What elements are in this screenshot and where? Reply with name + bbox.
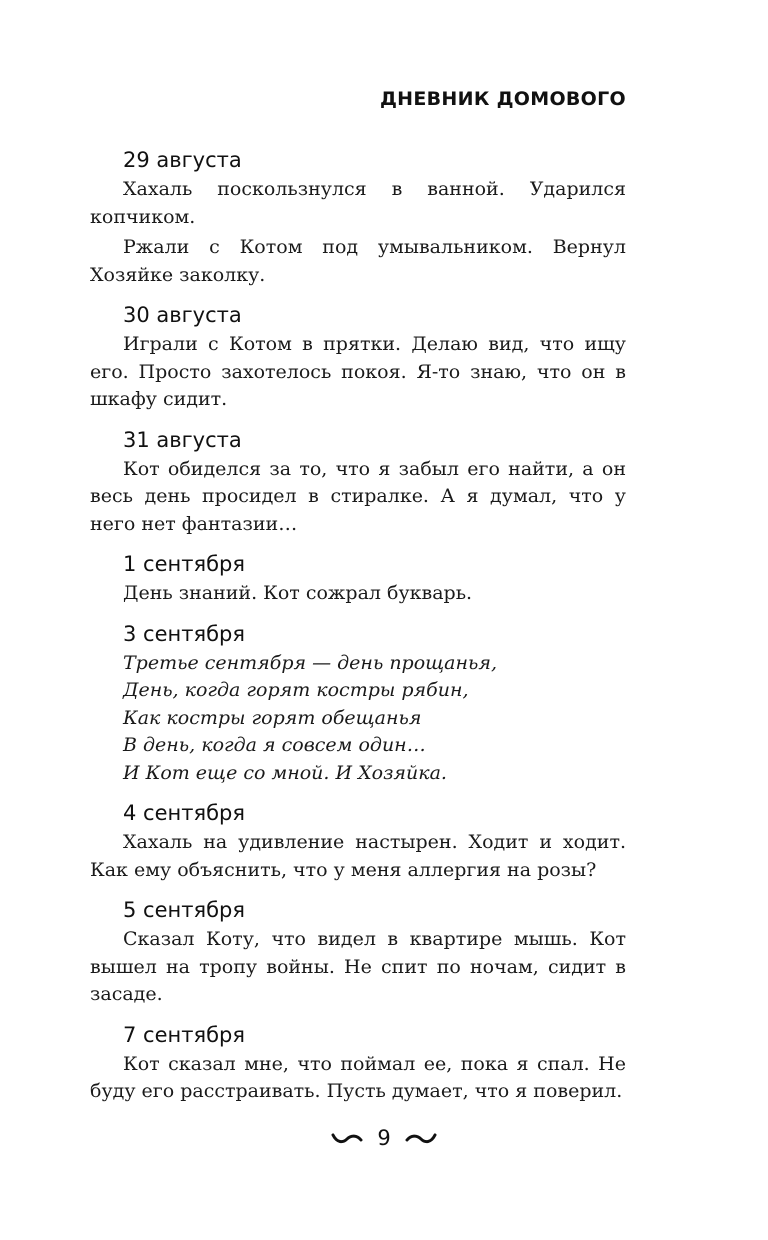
entry-paragraph: Хахаль поскользнулся в ванной. Ударился копчиком.: [90, 178, 626, 228]
diary-entry: [90, 1021, 626, 1106]
entry-date: 31 августа: [123, 427, 242, 452]
entry-paragraph: Хахаль на удивление настырен. Ходит и ходит. Как ему объяснить, что у меня аллергия на розы?: [90, 831, 626, 881]
diary-entry: [90, 301, 626, 414]
verse-line: Третье сентября — день прощанья,: [123, 651, 497, 674]
entry-date: 1 сентября: [123, 552, 246, 576]
entry-date: 4 сентября: [123, 801, 246, 825]
entry-paragraph: Ржали с Котом под умывальником. Вернул Хозяйке заколку.: [90, 236, 626, 286]
running-title: ДНЕВНИК ДОМОВОГО: [379, 88, 626, 110]
page-footer: [0, 1126, 768, 1150]
verse-line: Как костры горят обещанья: [123, 706, 422, 729]
verse-line: День, когда горят костры рябин,: [123, 679, 469, 701]
swash-ornament-icon: [331, 1131, 363, 1145]
verse-line: И Кот еще со мной. И Хозяйка.: [123, 761, 447, 784]
swash-ornament-icon: [405, 1131, 437, 1145]
diary-entry: [90, 620, 626, 788]
entry-date: 5 сентября: [123, 898, 246, 922]
diary-entry: [90, 550, 626, 608]
diary-entry: [90, 146, 626, 289]
entry-date: 7 сентября: [123, 1022, 246, 1047]
entry-date: 29 августа: [123, 148, 242, 172]
entry-date: 30 августа: [123, 303, 242, 327]
entry-paragraph: Кот обиделся за то, что я забыл его найти, а он весь день просидел в стиралке. А я думал, что у него нет фантазии…: [90, 457, 626, 535]
verse-line: В день, когда я совсем один…: [123, 734, 426, 756]
diary-entry: [90, 896, 626, 1009]
entry-date: 3 сентября: [123, 621, 246, 646]
page-number: 9: [377, 1126, 391, 1150]
entry-paragraph: День знаний. Кот сожрал букварь.: [123, 582, 473, 604]
diary-content: [90, 146, 626, 1118]
entry-paragraph: Играли с Котом в прятки. Делаю вид, что ищу его. Просто захотелось покоя. Я-то знаю, что он в шкафу сидит.: [90, 333, 626, 410]
entry-paragraph: Сказал Коту, что видел в квартире мышь. Кот вышел на тропу войны. Не спит по ночам, сидит в засаде.: [90, 928, 626, 1005]
diary-entry: [90, 799, 626, 884]
entry-paragraph: Кот сказал мне, что поймал ее, пока я спал. Не буду его расстраивать. Пусть думает, что я поверил.: [90, 1052, 626, 1102]
diary-entry: [90, 426, 626, 539]
